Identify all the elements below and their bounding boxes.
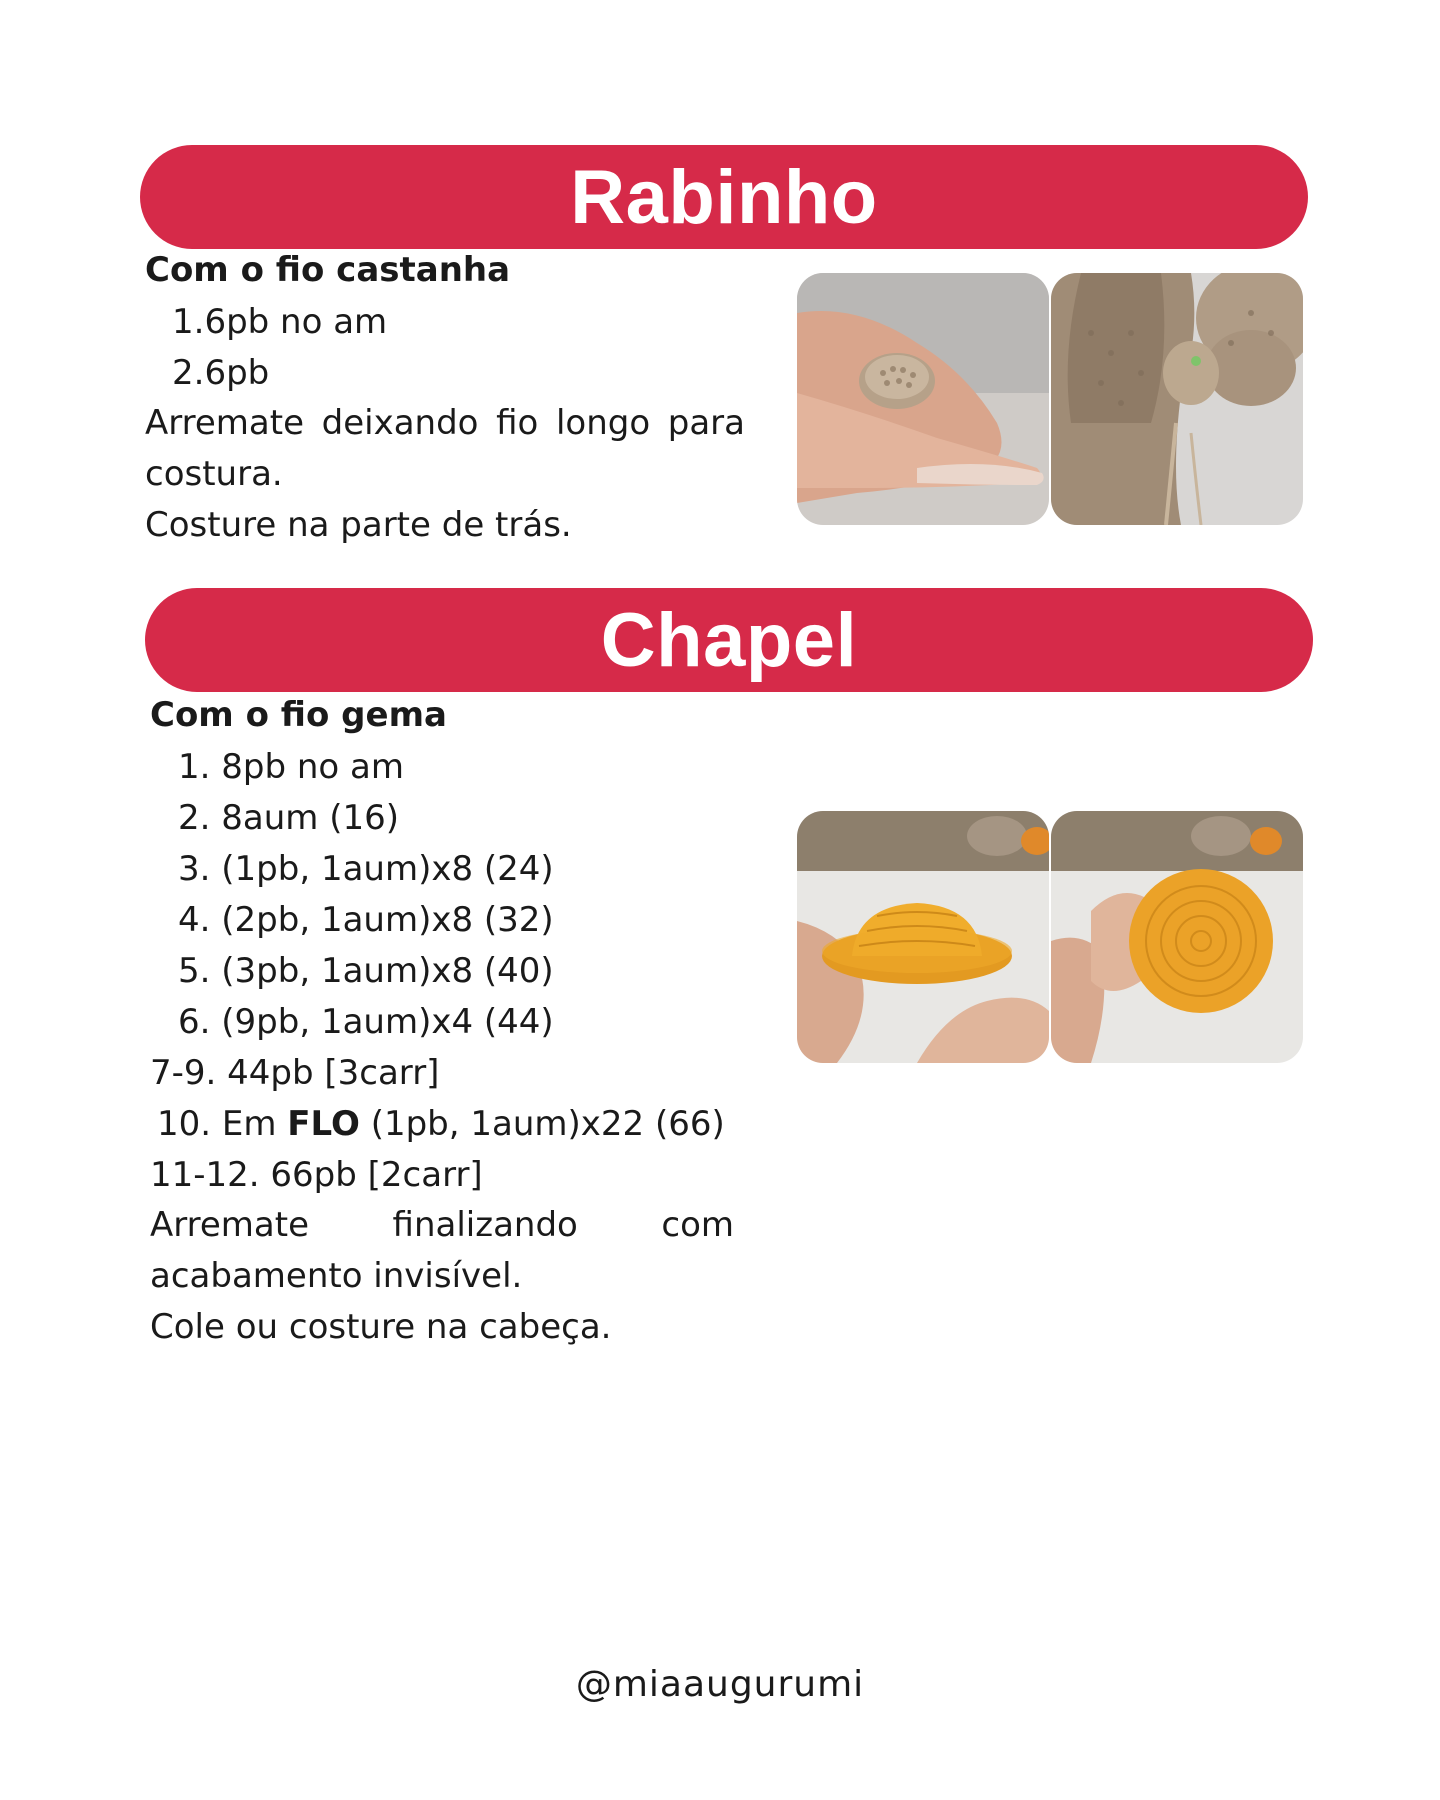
finishing-instructions — [150, 1200, 734, 1353]
step-item: 11-12. 66pb [2carr] — [150, 1155, 483, 1195]
step-item — [178, 849, 554, 889]
finish-line: costura. — [145, 454, 283, 494]
step-number: 2. — [178, 798, 211, 838]
step-emphasis: FLO — [287, 1104, 360, 1144]
tail-on-fingertip-image — [797, 273, 1049, 525]
step-number: 5. — [178, 951, 211, 991]
step-text: 6pb — [204, 353, 270, 393]
step-item — [157, 1104, 725, 1144]
step-number: 4. — [178, 900, 211, 940]
finishing-instructions — [145, 398, 745, 551]
step-number: 6. — [178, 1002, 211, 1042]
step-text: 10. Em — [157, 1104, 288, 1144]
tail-on-body-image — [1051, 273, 1303, 525]
step-number: 3. — [178, 849, 211, 889]
section-banner-chapel — [145, 588, 1313, 692]
author-handle: @miaaugurumi — [575, 1664, 865, 1705]
step-text: 8pb no am — [221, 747, 404, 787]
tail-photo-body — [1051, 273, 1303, 525]
step-text: (2pb, 1aum)x8 (32) — [221, 900, 554, 940]
hat-top-view-image — [1051, 811, 1303, 1063]
step-text: 6pb no am — [204, 302, 388, 342]
finish-line: Cole ou costure na cabeça. — [150, 1307, 612, 1347]
tail-photo-hand — [797, 273, 1049, 525]
step-item — [178, 1002, 554, 1042]
step-item — [178, 951, 554, 991]
step-item — [178, 747, 404, 787]
finish-line: Arremate deixando fio longo para — [145, 403, 745, 443]
finish-line: acabamento invisível. — [150, 1256, 523, 1296]
section-subtitle: Com o fio castanha — [145, 250, 511, 290]
step-number: 1. — [172, 302, 205, 342]
step-item — [178, 798, 399, 838]
step-text: (9pb, 1aum)x4 (44) — [221, 1002, 554, 1042]
hat-photo-top — [1051, 811, 1303, 1063]
step-item: 7-9. 44pb [3carr] — [150, 1053, 440, 1093]
step-text: (1pb, 1aum)x22 (66) — [359, 1104, 725, 1144]
step-text: (1pb, 1aum)x8 (24) — [221, 849, 554, 889]
step-item — [172, 302, 387, 342]
step-number: 2. — [172, 353, 205, 393]
hat-photo-side — [797, 811, 1049, 1063]
hat-side-view-image — [797, 811, 1049, 1063]
step-item — [178, 900, 554, 940]
finish-line: Arremate finalizando com — [150, 1205, 734, 1245]
step-text: 8aum (16) — [221, 798, 400, 838]
step-text: (3pb, 1aum)x8 (40) — [221, 951, 554, 991]
finish-line: Costure na parte de trás. — [145, 505, 572, 545]
step-number: 1. — [178, 747, 211, 787]
section-banner-rabinho — [140, 145, 1308, 249]
step-item — [172, 353, 269, 393]
section-title: Rabinho — [570, 154, 878, 240]
section-title: Chapel — [600, 597, 858, 683]
section-subtitle: Com o fio gema — [150, 695, 447, 735]
